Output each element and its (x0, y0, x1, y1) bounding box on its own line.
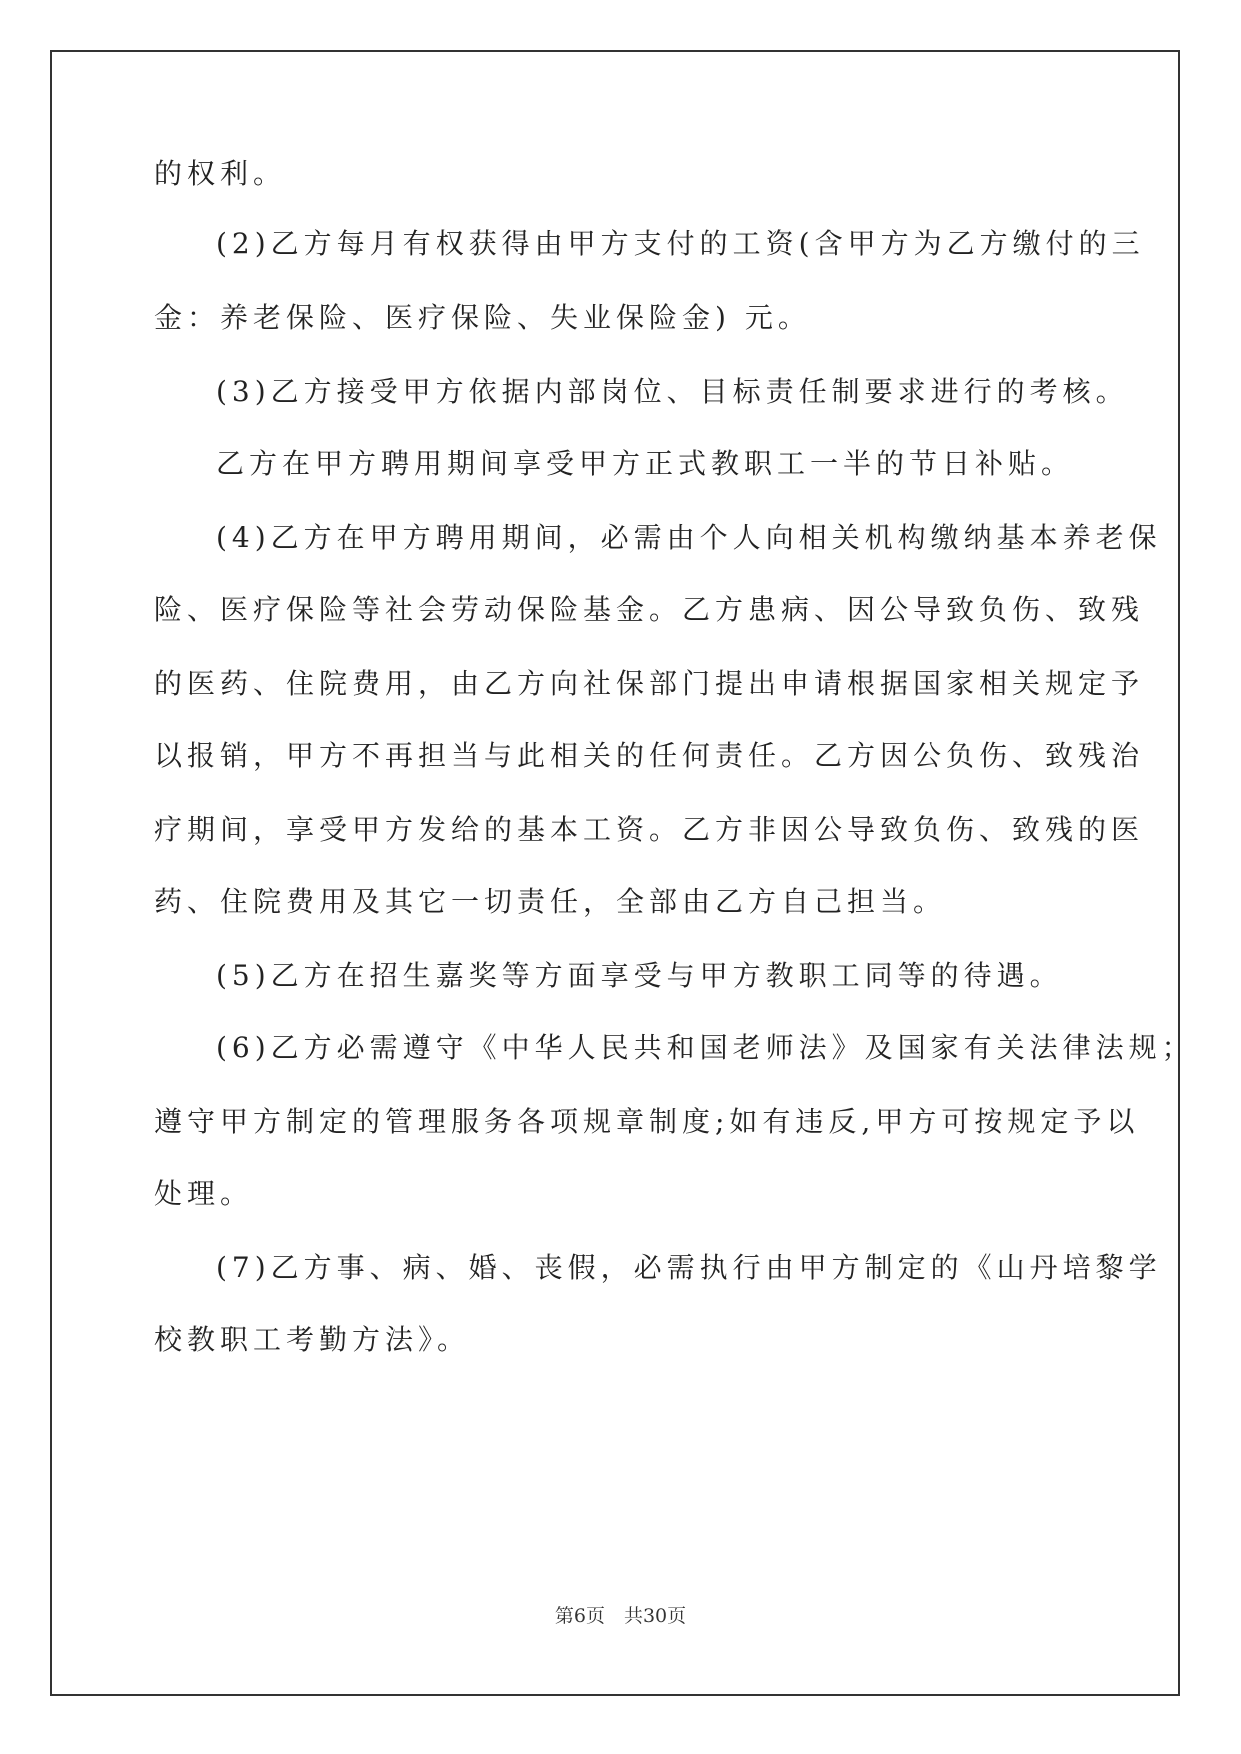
page-number-footer: 第6页 共30页 (554, 1605, 687, 1627)
text-line: 药、住院费用及其它一切责任，全部由乙方自己担当。 (154, 885, 947, 918)
text-line: 处理。 (154, 1177, 254, 1210)
text-line: 金：养老保险、医疗保险、失业保险金) 元。 (154, 301, 811, 334)
text-line: (5)乙方在招生嘉奖等方面享受与甲方教职工同等的待遇。 (216, 959, 1063, 992)
text-line: (2)乙方每月有权获得由甲方支付的工资(含甲方为乙方缴付的三 (216, 227, 1145, 260)
text-line: (4)乙方在甲方聘用期间，必需由个人向相关机构缴纳基本养老保 (216, 521, 1162, 554)
text-line: 以报销，甲方不再担当与此相关的任何责任。乙方因公负伤、致残治 (154, 739, 1145, 772)
text-line: 遵守甲方制定的管理服务各项规章制度;如有违反,甲方可按规定予以 (154, 1105, 1140, 1138)
text-line: 乙方在甲方聘用期间享受甲方正式教职工一半的节日补贴。 (216, 447, 1075, 480)
text-line: 的医药、住院费用，由乙方向社保部门提出申请根据国家相关规定予 (154, 667, 1145, 700)
text-line: 险、医疗保险等社会劳动保险基金。乙方患病、因公导致负伤、致残 (154, 593, 1145, 626)
text-line: (7)乙方事、病、婚、丧假，必需执行由甲方制定的《山丹培黎学 (216, 1251, 1162, 1284)
text-line: 的权利。 (154, 157, 287, 190)
text-line: (3)乙方接受甲方依据内部岗位、目标责任制要求进行的考核。 (216, 375, 1129, 408)
text-line: 疗期间，享受甲方发给的基本工资。乙方非因公导致负伤、致残的医 (154, 813, 1145, 846)
text-line: (6)乙方必需遵守《中华人民共和国老师法》及国家有关法律法规； (216, 1031, 1195, 1064)
text-line: 校教职工考勤方法》。 (154, 1323, 471, 1356)
